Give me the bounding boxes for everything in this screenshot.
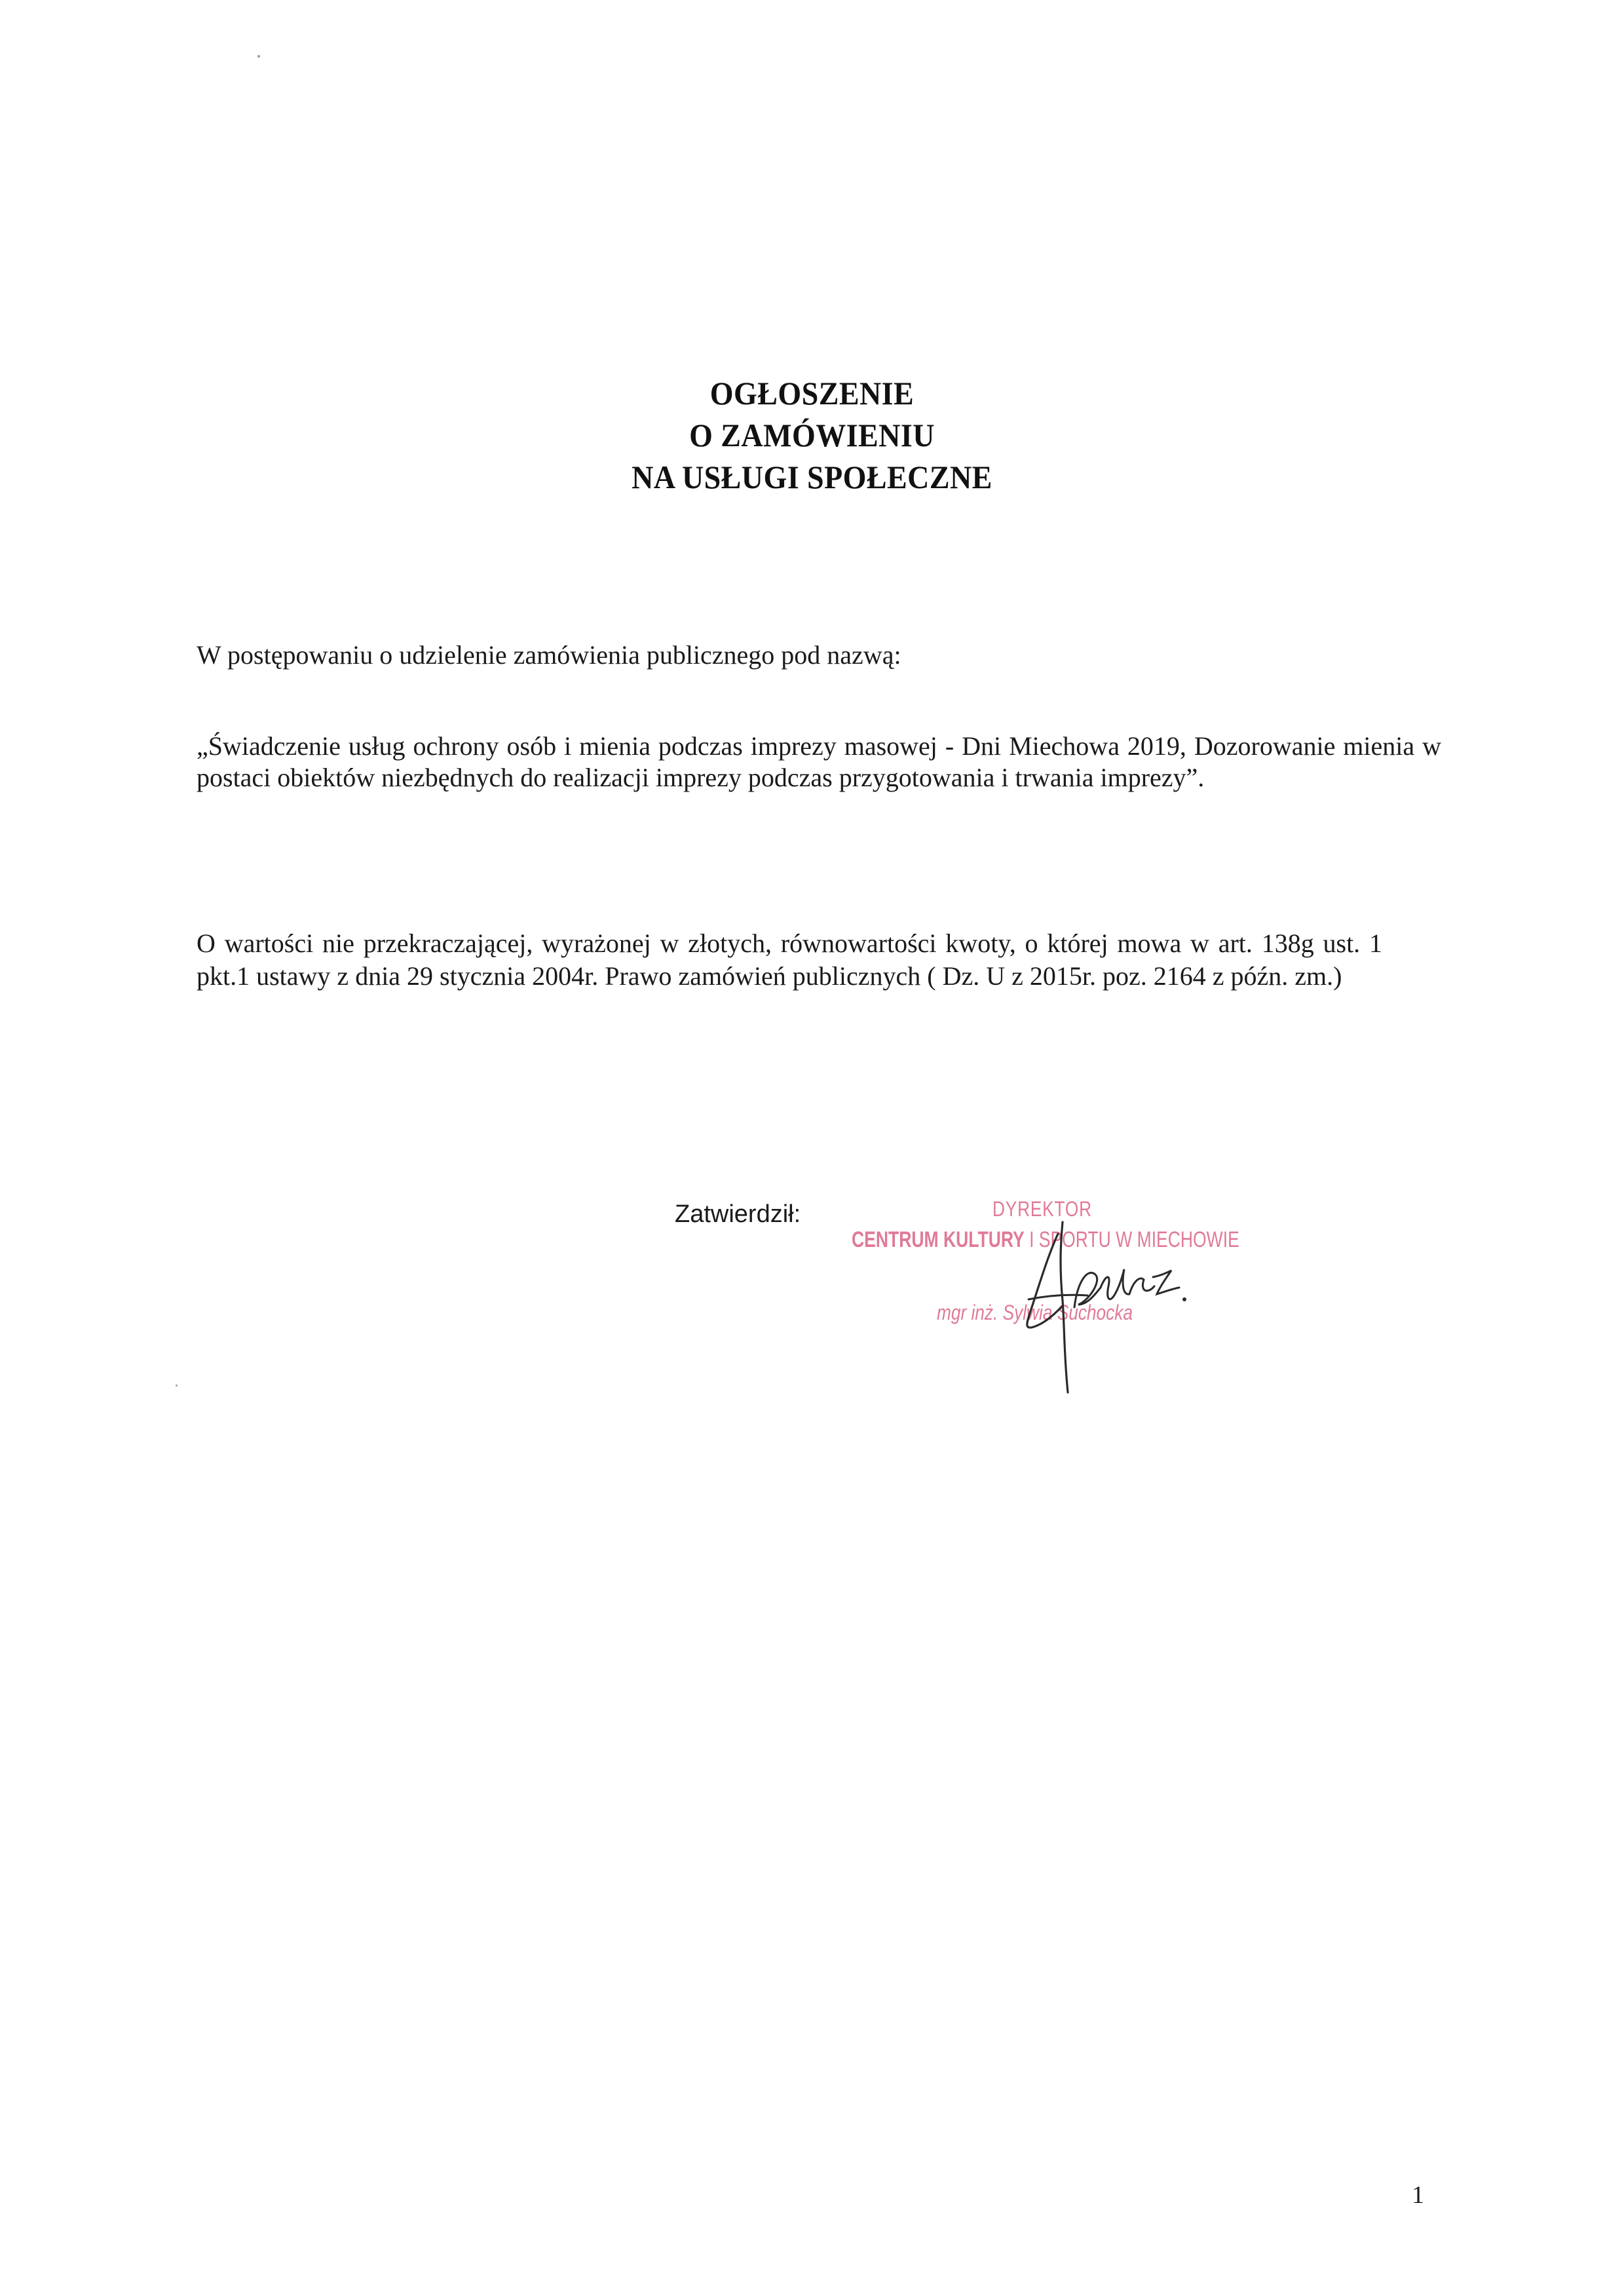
stamp-institution-bold: CENTRUM KULTURY [852,1227,1025,1252]
stamp-director-name: mgr inż. Sylwia Suchocka [937,1301,1133,1324]
subject-paragraph: „Świadczenie usług ochrony osób i mienia podczas imprezy masowej - Dni Miechowa 2019, Dozorowanie mienia w postaci obiektów niezbędnych do realizacji imprezy podczas przygotowania i trwania imprezy”. [197,731,1441,792]
scan-speck [257,55,260,58]
approved-label: Zatwierdził: [675,1200,801,1228]
title-line-2: O ZAMÓWIENIU [689,417,935,453]
handwritten-signature [852,1196,1310,1419]
stamp-institution-rest: I SPORTU W MIECHOWIE [1024,1227,1239,1252]
director-stamp [852,1196,1310,1419]
value-paragraph: O wartości nie przekraczającej, wyrażonej w złotych, równowartości kwoty, o której mowa w art. 138g ust. 1 pkt.1 ustawy z dnia 29 stycznia 2004r. Prawo zamówień publicznych ( Dz. U z 2015r. poz. 2164 z późn. zm.) [197,928,1382,991]
document-title [65,372,1559,498]
intro-paragraph: W postępowaniu o udzielenie zamówienia publicznego pod nazwą: [197,640,901,670]
stamp-title: DYREKTOR [992,1197,1092,1221]
title-line-1: OGŁOSZENIE [709,375,915,411]
page-number: 1 [1412,2181,1424,2209]
scan-speck [176,1385,178,1387]
title-line-3: NA USŁUGI SPOŁECZNE [632,459,992,495]
